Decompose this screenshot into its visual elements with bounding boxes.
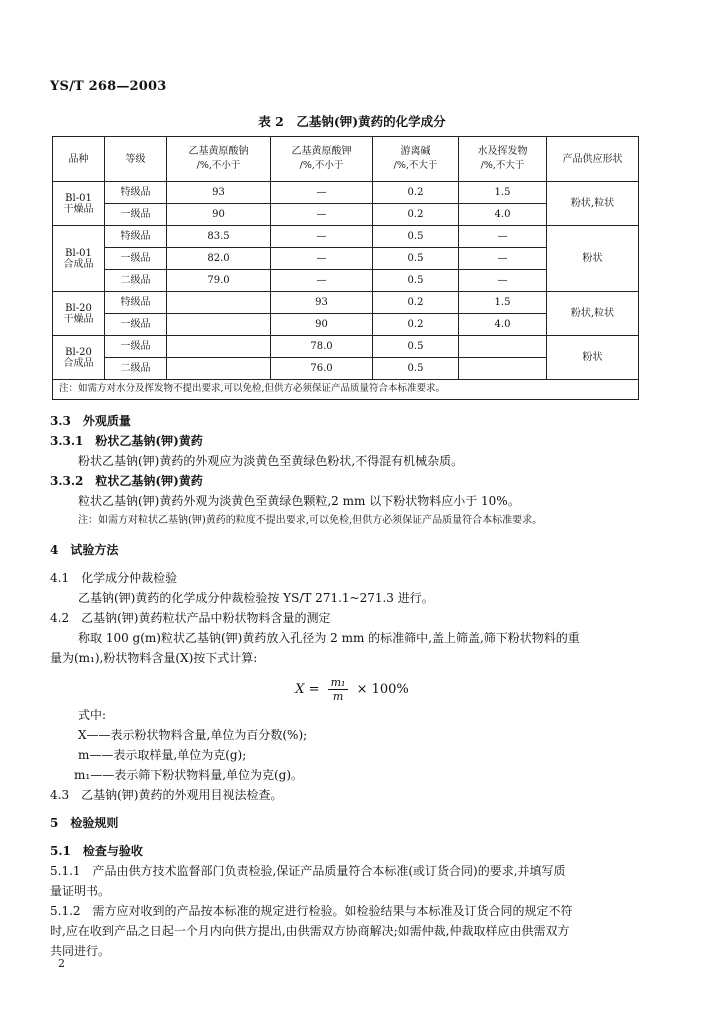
section-5-heading: 5 检验规则 [50,816,119,830]
header-potassium-xanthate [271,137,373,182]
where-x: X——表示粉状物料含量,单位为百分数(%); [78,728,308,742]
cell-sodium: 90 [167,204,271,226]
header-potassium-xanthate-unit: /%,不小于 [299,160,344,172]
cell-sodium [167,314,271,336]
cell-water: — [459,226,547,248]
section-5-1-2-line2: 时,应在收到产品之日起一个月内向供方提出,由供需双方协商解决;如需仲裁,仲裁取样应由供需双方 [50,924,570,938]
cell-potassium: — [271,204,373,226]
table-note: 注：如需方对水分及挥发物不提出要求,可以免检,但供方必须保证产品质量符合本标准要求。 [53,380,639,400]
header-free-alkali-label: 游离碱 [400,146,431,158]
cell-variety: Bl-20 合成品 [53,336,105,380]
cell-grade: 特级品 [105,292,167,314]
section-3-3-1-heading: 3.3.1 粉状乙基钠(钾)黄药 [50,434,203,448]
header-water-volatiles-label: 水及挥发物 [477,146,528,158]
header-grade: 等级 [105,137,167,182]
cell-potassium: 78.0 [271,336,373,358]
table-header-row [53,137,639,182]
cell-alkali: 0.2 [373,292,459,314]
header-potassium-xanthate-label: 乙基黄原酸钾 [291,146,352,158]
cell-sodium: 82.0 [167,248,271,270]
cell-alkali: 0.5 [373,248,459,270]
cell-alkali: 0.5 [373,336,459,358]
section-5-1-heading: 5.1 检查与验收 [50,844,143,858]
cell-sodium: 83.5 [167,226,271,248]
cell-water: — [459,270,547,292]
table-row [53,292,639,314]
section-5-1-1-line1: 5.1.1 产品由供方技术监督部门负责检验,保证产品质量符合本标准(或订货合同)的要求,并填写质 [50,864,566,878]
cell-grade: 特级品 [105,182,167,204]
cell-water: 4.0 [459,204,547,226]
cell-water [459,336,547,358]
section-4-heading: 4 试验方法 [50,543,119,557]
page-number: 2 [58,957,65,970]
cell-alkali: 0.5 [373,226,459,248]
section-3-3-1-body: 粉状乙基钠(钾)黄药的外观应为淡黄色至黄绿色粉状,不得混有机械杂质。 [78,454,464,468]
header-variety: 品种 [53,137,105,182]
cell-water: 1.5 [459,292,547,314]
table-body [53,182,639,400]
table-row [53,182,639,204]
cell-grade: 一级品 [105,248,167,270]
cell-water: 4.0 [459,314,547,336]
header-water-volatiles [459,137,547,182]
cell-form: 粉状,粒状 [547,292,639,336]
cell-grade: 二级品 [105,358,167,380]
document-code: YS/T 268—2003 [50,79,167,94]
cell-alkali: 0.5 [373,270,459,292]
cell-potassium: — [271,182,373,204]
cell-potassium: — [271,248,373,270]
cell-form: 粉状,粒状 [547,182,639,226]
cell-grade: 特级品 [105,226,167,248]
formula [0,676,704,703]
header-free-alkali-unit: /%,不大于 [393,160,438,172]
section-4-3: 4.3 乙基钠(钾)黄药的外观用目视法检查。 [50,788,283,802]
header-free-alkali [373,137,459,182]
cell-potassium: 76.0 [271,358,373,380]
cell-form: 粉状 [547,336,639,380]
section-5-1-2-line1: 5.1.2 需方应对收到的产品按本标准的规定进行检验。如检验结果与本标准及订货合同的规定不符 [50,904,573,918]
where-m1: m₁——表示筛下粉状物料量,单位为克(g)。 [74,768,304,782]
table-row [53,336,639,358]
section-3-3-2-body: 粒状乙基钠(钾)黄药外观为淡黄色至黄绿色颗粒,2 mm 以下粉状物料应小于 10%。 [78,494,520,508]
section-4-2-body-line1: 称取 100 g(m)粒状乙基钠(钾)黄药放入孔径为 2 mm 的标准筛中,盖上筛盖,筛下粉状物料的重 [78,631,580,645]
header-sodium-xanthate [167,137,271,182]
cell-form: 粉状 [547,226,639,292]
section-4-1-body: 乙基钠(钾)黄药的化学成分仲裁检验按 YS/T 271.1~271.3 进行。 [78,591,434,605]
header-sodium-xanthate-unit: /%,不小于 [196,160,241,172]
cell-grade: 一级品 [105,336,167,358]
formula-fraction [328,676,349,703]
cell-sodium: 79.0 [167,270,271,292]
section-4-1-heading: 4.1 化学成分仲裁检验 [50,571,178,585]
header-water-volatiles-unit: /%,不大于 [480,160,525,172]
formula-numerator: m₁ [328,676,349,690]
cell-water: 1.5 [459,182,547,204]
formula-denominator: m [332,690,344,703]
cell-potassium: — [271,270,373,292]
cell-variety: Bl-01 干燥品 [53,182,105,226]
cell-water: — [459,248,547,270]
cell-water [459,358,547,380]
cell-grade: 二级品 [105,270,167,292]
cell-sodium: 93 [167,182,271,204]
formula-lhs: X = [295,682,320,697]
section-4-2-body-line2: 量为(m₁),粉状物料含量(X)按下式计算: [50,651,258,665]
cell-potassium: — [271,226,373,248]
cell-alkali: 0.5 [373,358,459,380]
chemical-composition-table [52,136,639,400]
cell-potassium: 93 [271,292,373,314]
cell-grade: 一级品 [105,204,167,226]
section-5-1-1-line2: 量证明书。 [50,884,111,898]
section-5-1-2-line3: 共同进行。 [50,944,111,958]
cell-grade: 一级品 [105,314,167,336]
cell-alkali: 0.2 [373,182,459,204]
table-title: 表 2 乙基钠(钾)黄药的化学成分 [258,114,446,129]
section-3-3-2-note: 注：如需方对粒状乙基钠(钾)黄药的粒度不提出要求,可以免检,但供方必须保证产品质量符合本标准要求。 [78,515,543,526]
header-supply-form: 产品供应形状 [547,137,639,182]
cell-variety: Bl-01 合成品 [53,226,105,292]
table-row [53,226,639,248]
section-3-3-2-heading: 3.3.2 粒状乙基钠(钾)黄药 [50,474,203,488]
section-3-3-heading: 3.3 外观质量 [50,414,131,428]
where-m: m——表示取样量,单位为克(g); [78,748,247,762]
cell-sodium [167,358,271,380]
table-note-row [53,380,639,400]
cell-sodium [167,292,271,314]
cell-alkali: 0.2 [373,314,459,336]
cell-alkali: 0.2 [373,204,459,226]
section-4-2-heading: 4.2 乙基钠(钾)黄药粒状产品中粉状物料含量的测定 [50,611,331,625]
header-sodium-xanthate-label: 乙基黄原酸钠 [188,146,249,158]
cell-variety: Bl-20 干燥品 [53,292,105,336]
formula-rhs: × 100% [356,682,409,697]
cell-potassium: 90 [271,314,373,336]
where-label: 式中: [78,708,107,722]
cell-sodium [167,336,271,358]
